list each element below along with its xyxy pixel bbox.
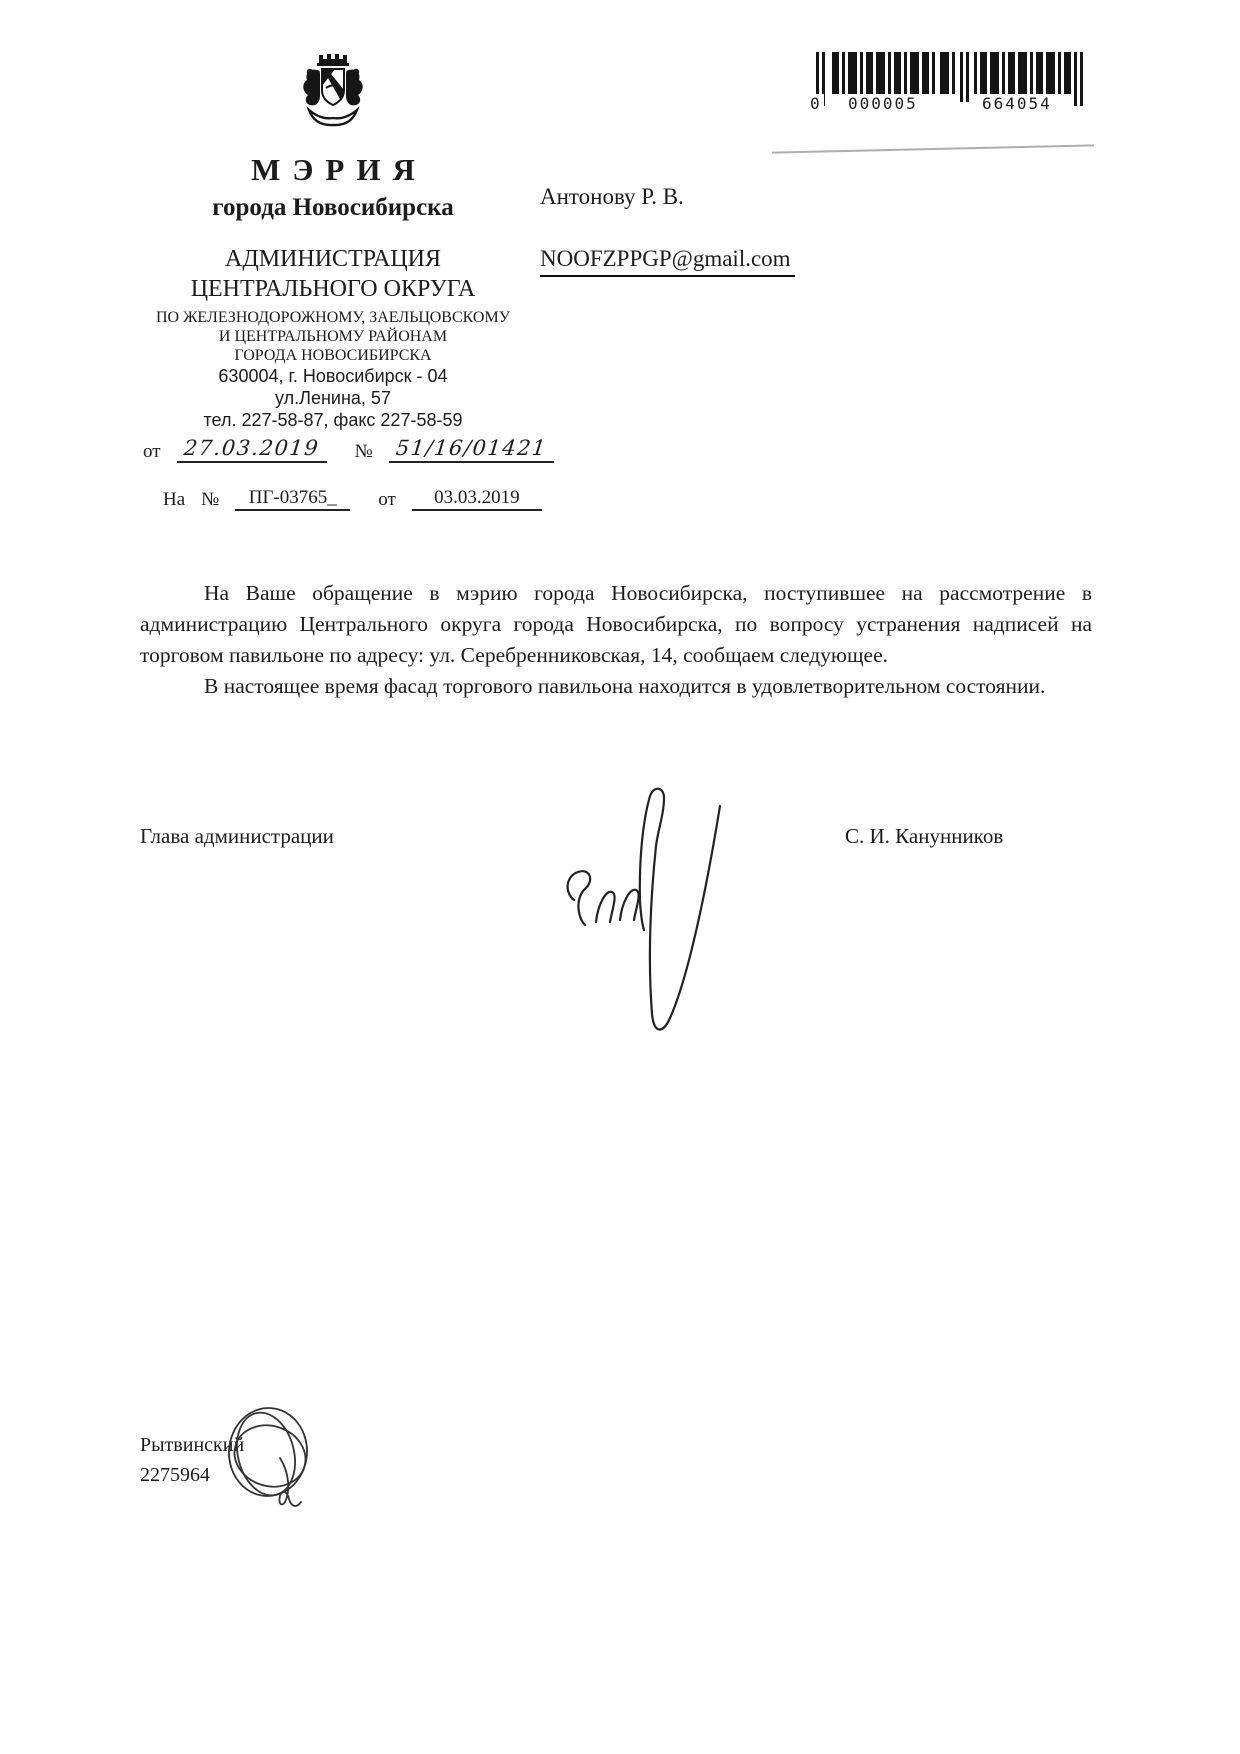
dept-line-1: АДМИНИСТРАЦИЯ <box>225 246 441 272</box>
novosibirsk-coat-of-arms-icon <box>291 50 375 146</box>
reference-line-outgoing <box>143 436 563 463</box>
reply-na-label: На <box>163 489 186 510</box>
dept-line-3: ПО ЖЕЛЕЗНОДОРОЖНОМУ, ЗАЕЛЬЦОВСКОМУ <box>155 309 511 326</box>
barcode-digits-mid: 000005 <box>848 94 918 113</box>
signer-name: С. И. Канунников <box>845 824 1004 848</box>
incoming-date-field: 03.03.2019 <box>412 487 542 511</box>
org-name-city: города Новосибирска <box>212 194 454 221</box>
org-name-mayor: МЭРИЯ <box>251 152 427 187</box>
barcode-digits-right: 664054 <box>982 94 1052 113</box>
body-paragraph-1: На Ваше обращение в мэрию города Новосибирска, поступившее на рассмотрение в администрацию Центрального округа города Новосибирска, по вопросу устранения надписей на торговом павильоне по адресу: ул. Серебренниковская, 14, сообщаем следующее. <box>140 581 1092 667</box>
signer-position-title: Глава администрации <box>140 824 334 848</box>
number-label: № <box>354 441 373 462</box>
reference-line-incoming <box>163 487 583 511</box>
dept-line-5: ГОРОДА НОВОСИБИРСКА <box>234 347 432 364</box>
body-paragraph-2: В настоящее время фасад торгового павильона находится в удовлетворительном состоянии. <box>204 674 1046 698</box>
outgoing-number-value: 51/16/01421 <box>394 436 548 460</box>
address-line-3: тел. 227-58-87, факс 227-58-59 <box>203 410 463 430</box>
registration-barcode <box>808 52 1098 126</box>
recipient-name: Антонову Р. В. <box>540 184 684 209</box>
from-label: от <box>143 441 161 462</box>
executor-phone: 2275964 <box>140 1464 210 1486</box>
dept-line-4: И ЦЕНТРАЛЬНОМУ РАЙОНАМ <box>218 328 448 345</box>
scan-smudge-line <box>772 144 1094 153</box>
outgoing-date-field <box>177 436 327 463</box>
outgoing-date-value: 27.03.2019 <box>182 436 321 460</box>
address-line-1: 630004, г. Новосибирск - 04 <box>218 366 448 386</box>
handwritten-signature <box>558 780 733 1048</box>
outgoing-number-field <box>389 436 554 463</box>
letter-body <box>140 578 1092 702</box>
dept-line-2: ЦЕНТРАЛЬНОГО ОКРУГА <box>190 276 476 302</box>
reply-no-label: № <box>201 489 220 510</box>
recipient-email: NOOFZPPGP@gmail.com <box>540 246 795 277</box>
address-line-2: ул.Ленина, 57 <box>275 388 391 408</box>
letterhead <box>118 50 548 431</box>
barcode-digit-left: 0 <box>810 94 822 113</box>
incoming-number-field: ПГ-03765_ <box>235 487 350 511</box>
executor-name: Рытвинский <box>140 1434 245 1456</box>
executor-initials-scribble <box>222 1402 327 1520</box>
reply-from-label: от <box>378 489 396 510</box>
